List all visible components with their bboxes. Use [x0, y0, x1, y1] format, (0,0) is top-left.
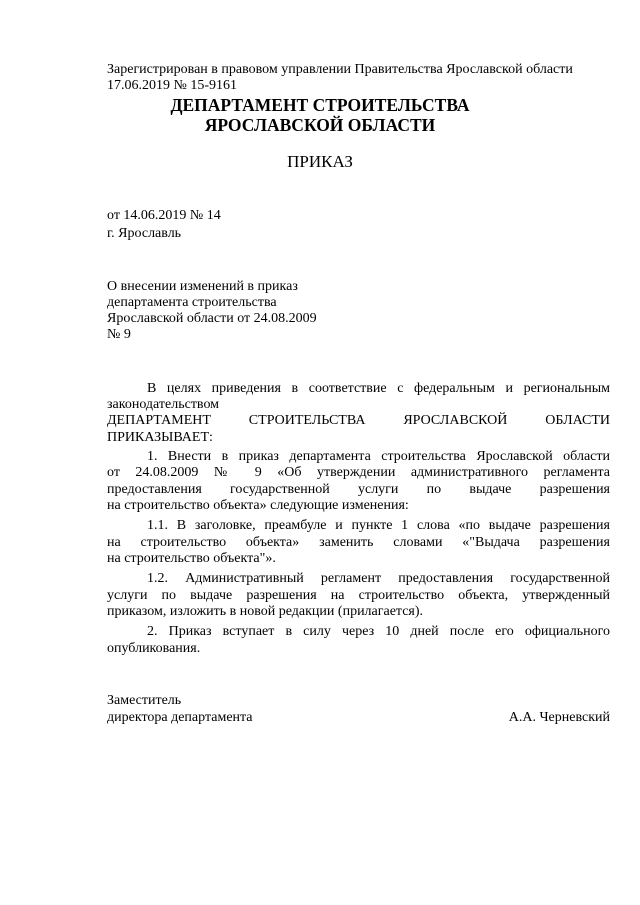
subject-line-3: Ярославской области от 24.08.2009 — [107, 311, 317, 326]
orders-line: ПРИКАЗЫВАЕТ: — [107, 430, 213, 445]
signature-position-line-2: директора департамента — [107, 710, 253, 725]
item-1-2-line-1: 1.2. Административный регламент предоставления государственной — [147, 571, 610, 586]
item-1-1-line-3: на строительство объекта"». — [107, 551, 276, 566]
item-1-1-line-1: 1.1. В заголовке, преамбуле и пункте 1 слова «по выдаче разрешения — [147, 518, 610, 533]
item-1-line-2: от 24.08.2009 № 9 «Об утверждении административного регламента — [107, 465, 610, 480]
subject-line-1: О внесении изменений в приказ — [107, 279, 298, 294]
intro-line-1: В целях приведения в соответствие с федеральным и региональным — [147, 381, 610, 396]
item-2-line-2: опубликования. — [107, 641, 201, 656]
department-heading-line-1: ДЕПАРТАМЕНТ СТРОИТЕЛЬСТВА — [170, 95, 470, 115]
signature-position-line-1: Заместитель — [107, 693, 182, 708]
registration-line-2: 17.06.2019 № 15-9161 — [107, 78, 238, 93]
item-1-2-line-3: приказом, изложить в новой редакции (прилагается). — [107, 604, 424, 619]
item-1-line-3: предоставления государственной услуги по выдаче разрешения — [107, 482, 610, 497]
department-order-line: ДЕПАРТАМЕНТ СТРОИТЕЛЬСТВА ЯРОСЛАВСКОЙ ОБЛАСТИ — [107, 413, 610, 428]
item-1-1-line-2: на строительство объекта» заменить словами «"Выдача разрешения — [107, 535, 610, 550]
department-heading-line-2: ЯРОСЛАВСКОЙ ОБЛАСТИ — [204, 115, 436, 135]
item-1-2-line-2: услуги по выдаче разрешения на строительство объекта, утвержденный — [107, 588, 610, 603]
registration-line-1: Зарегистрирован в правовом управлении Правительства Ярославской области — [107, 62, 573, 77]
intro-line-2: законодательством — [107, 397, 220, 412]
item-2-line-1: 2. Приказ вступает в силу через 10 дней после его официального — [147, 624, 610, 639]
order-date-number: от 14.06.2019 № 14 — [107, 208, 221, 223]
item-1-line-4: на строительство объекта» следующие изменения: — [107, 498, 409, 513]
order-city: г. Ярославль — [107, 226, 182, 241]
signatory-name: А.А. Черневский — [508, 710, 610, 725]
document-type-title: ПРИКАЗ — [287, 152, 353, 171]
item-1-line-1: 1. Внести в приказ департамента строительства Ярославской области — [147, 449, 610, 464]
subject-line-2: департамента строительства — [107, 295, 277, 310]
subject-line-4: № 9 — [107, 327, 131, 342]
